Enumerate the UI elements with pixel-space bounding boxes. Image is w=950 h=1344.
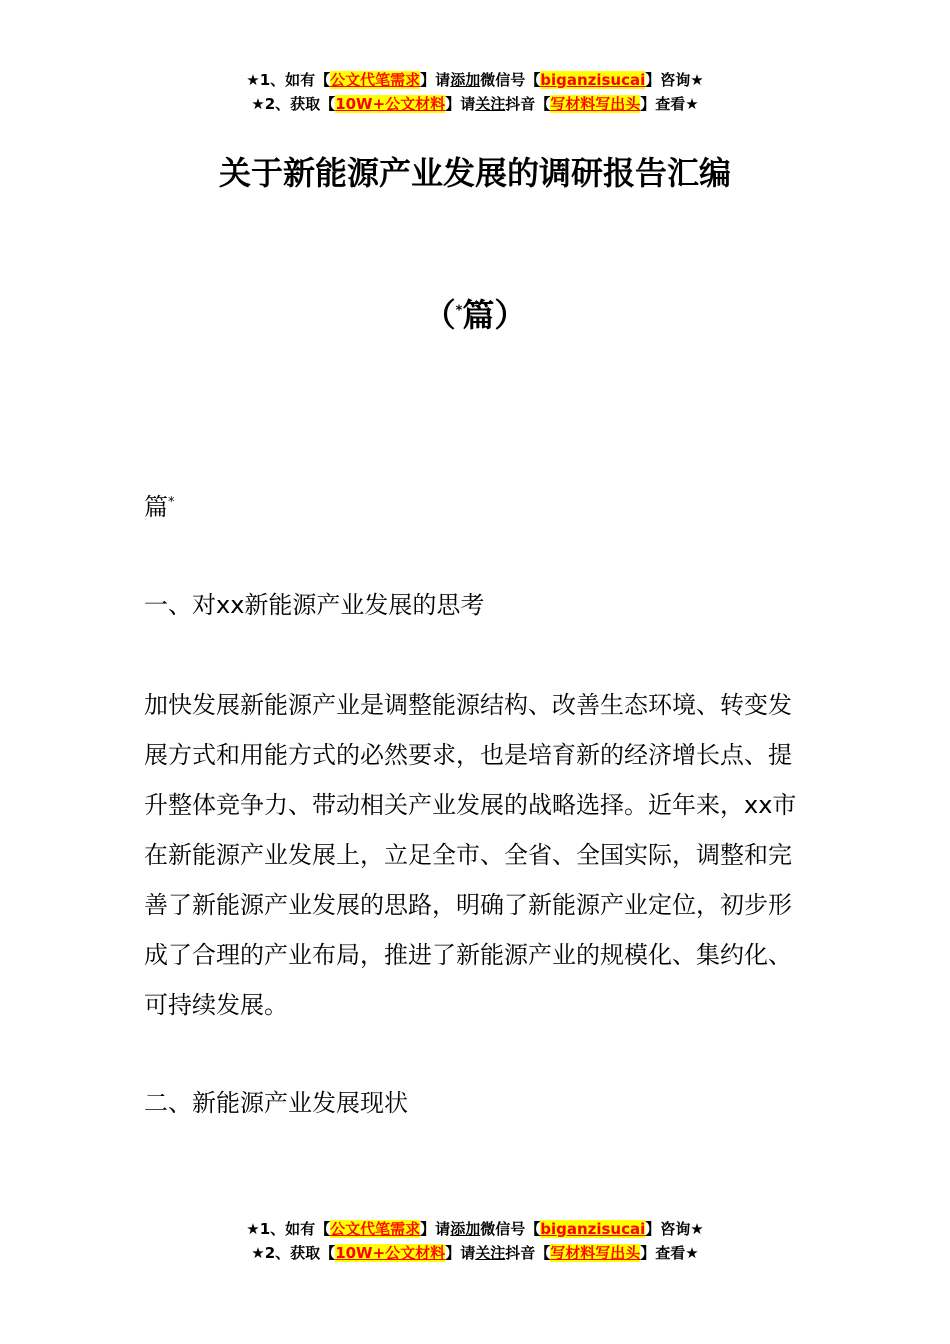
ad-underlined-add: 添加 [450,71,481,89]
footer-ad-line-2-suffix: 】查看★ [640,1244,699,1262]
section-label-asterisk: * [168,495,175,510]
ad-highlight-materials: 10W+公文材料 [335,95,446,113]
footer-ad-highlight-materials: 10W+公文材料 [335,1244,446,1262]
document-title: 关于新能源产业发展的调研报告汇编 [218,154,731,192]
footer-ad-line-1-mid2: 微信号【 [480,1220,541,1238]
footer-ad-underlined-follow: 关注 [475,1244,506,1262]
ad-line-1-prefix: ★1、如有【 [246,71,331,89]
footer-ad-line-2-mid1: 】请 [445,1244,476,1262]
footer-ad-underlined-add: 添加 [450,1220,481,1238]
ad-highlight-douyin: 写材料写出头 [550,95,641,113]
footer-ad-line-1-suffix: 】咨询★ [645,1220,704,1238]
footer-ad-line-2 [0,1241,950,1265]
footer-ad [0,1217,950,1265]
footer-ad-highlight-wechat: biganzisucai [540,1220,646,1238]
document-subtitle [0,292,950,338]
ad-highlight-service: 公文代笔需求 [330,71,421,89]
subtitle-text: 篇） [462,296,527,334]
heading-1: 一、对xx新能源产业发展的思考 [144,591,485,619]
ad-line-2-prefix: ★2、获取【 [251,95,336,113]
footer-ad-highlight-service: 公文代笔需求 [330,1220,421,1238]
ad-line-2 [0,92,950,116]
ad-line-1-mid2: 微信号【 [480,71,541,89]
ad-line-2-mid1: 】请 [445,95,476,113]
subtitle-open-paren: （ [423,296,456,334]
footer-ad-line-2-mid2: 抖音【 [505,1244,551,1262]
ad-highlight-wechat: biganzisucai [540,71,646,89]
ad-line-1 [0,68,950,92]
footer-ad-line-1-prefix: ★1、如有【 [246,1220,331,1238]
subtitle-asterisk: * [455,303,463,319]
ad-line-1-mid1: 】请 [420,71,451,89]
heading-2: 二、新能源产业发展现状 [144,1089,408,1117]
section-label [144,482,809,532]
ad-underlined-follow: 关注 [475,95,506,113]
body-paragraph: 加快发展新能源产业是调整能源结构、改善生态环境、转变发展方式和用能方式的必然要求，也是培育新的经济增长点、提升整体竞争力、带动相关产业发展的战略选择。近年来，xx市在新能源产业发展上，立足全市、全省、全国实际，调整和完善了新能源产业发展的思路，明确了新能源产业定位，初步形成了合理的产业布局，推进了新能源产业的规模化、集约化、可持续发展。 [144,691,797,1019]
footer-ad-highlight-douyin: 写材料写出头 [550,1244,641,1262]
footer-ad-line-1 [0,1217,950,1241]
ad-line-1-suffix: 】咨询★ [645,71,704,89]
section-label-text: 篇 [144,493,168,521]
ad-line-2-mid2: 抖音【 [505,95,551,113]
ad-line-2-suffix: 】查看★ [640,95,699,113]
footer-ad-line-2-prefix: ★2、获取【 [251,1244,336,1262]
header-ad [0,68,950,116]
footer-ad-line-1-mid1: 】请 [420,1220,451,1238]
